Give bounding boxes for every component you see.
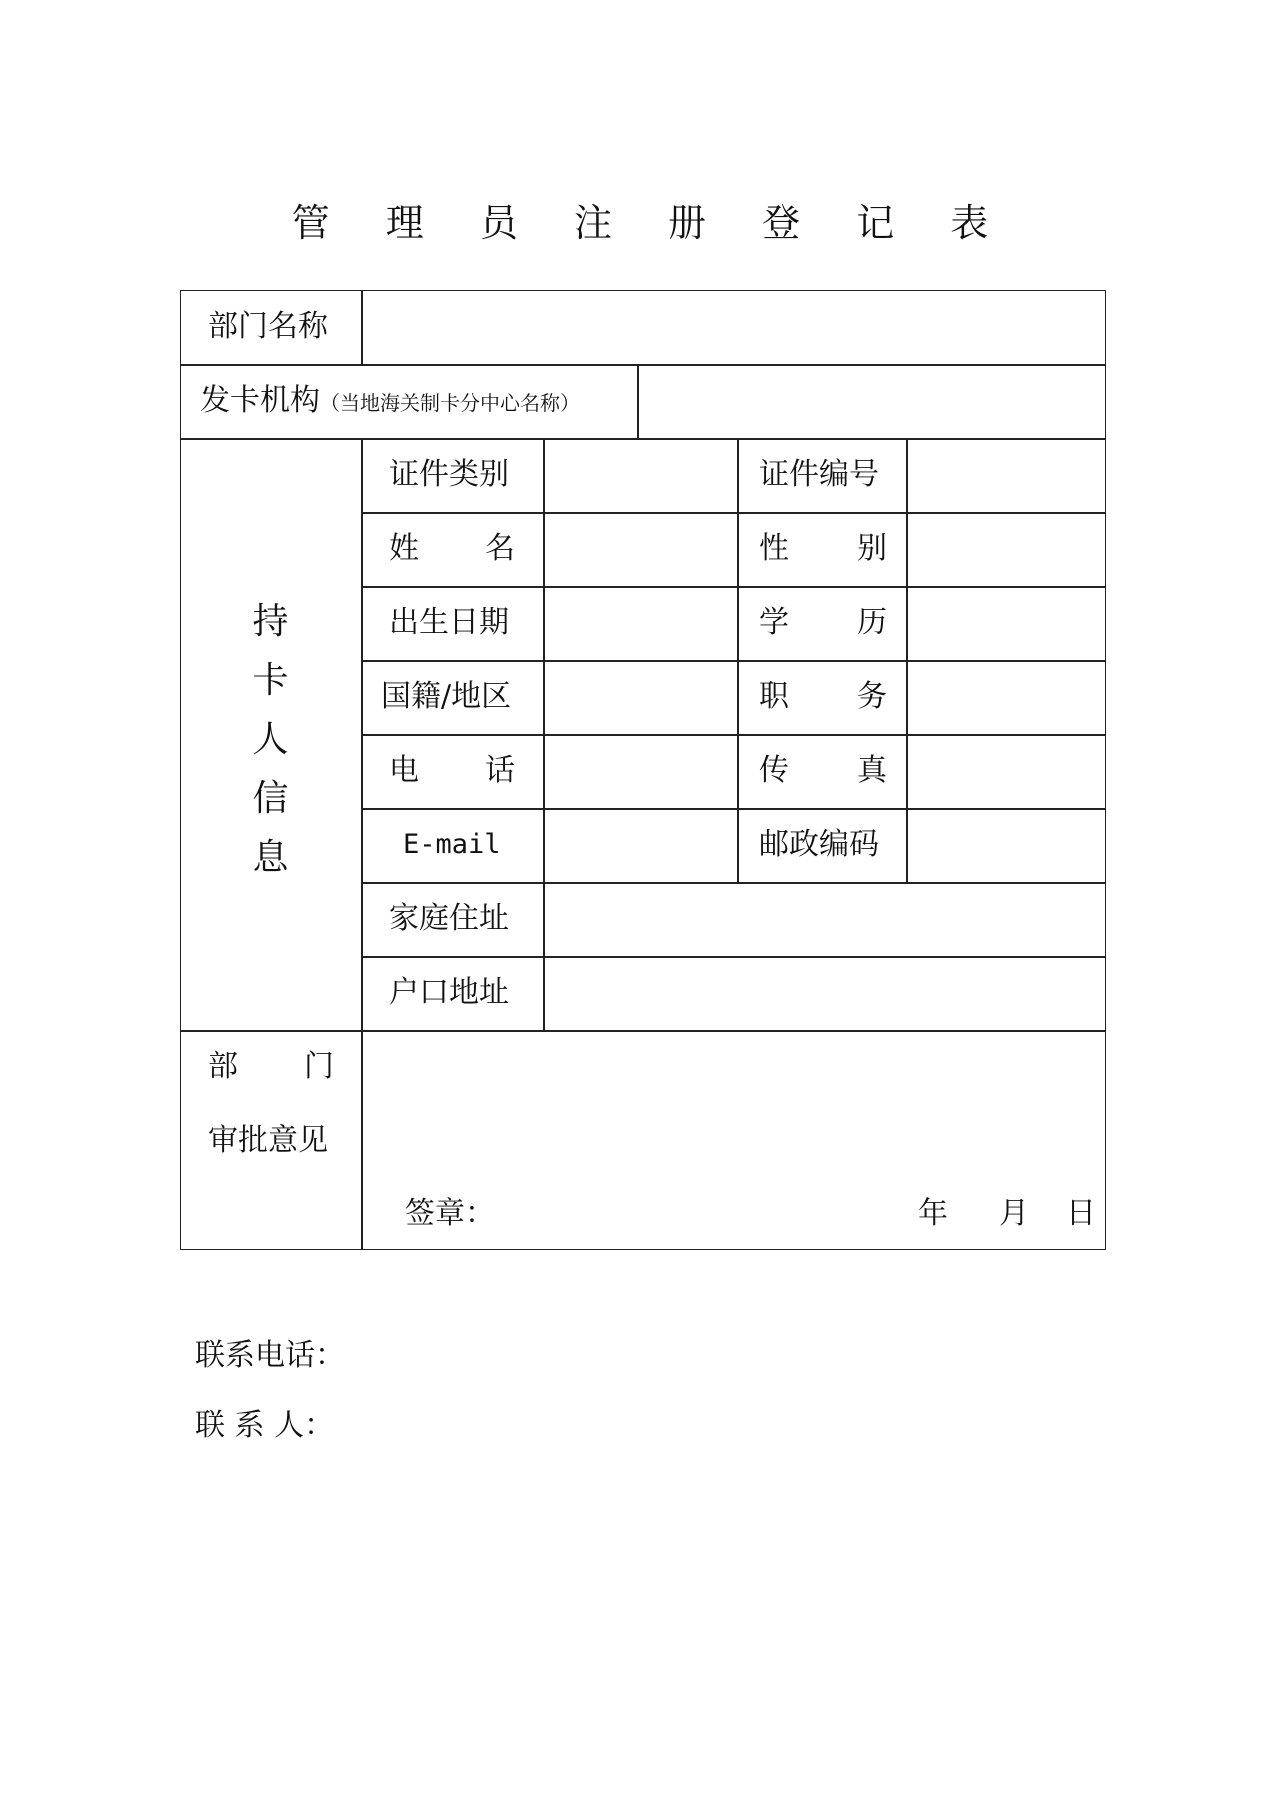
date-day-label: 日: [1066, 1196, 1096, 1231]
fax-label-char: 真: [857, 753, 887, 788]
hukou-address-label: 户口地址: [389, 975, 509, 1010]
fax-label-char: 传: [759, 753, 789, 788]
form-title: 管 理 员 注 册 登 记 表: [291, 201, 1011, 245]
holder-label-char: 息: [252, 837, 289, 878]
id-type-label: 证件类别: [389, 457, 509, 492]
position-label-char: 务: [857, 679, 887, 714]
gender-label: [759, 512, 887, 586]
education-label-char: 历: [857, 605, 887, 640]
email-field[interactable]: [545, 809, 735, 881]
gender-label-char: 性: [759, 531, 789, 566]
name-label-char: 名: [485, 531, 515, 566]
contact-phone-label: 联系电话：: [195, 1338, 345, 1373]
education-field[interactable]: [908, 587, 1104, 659]
table-rule: [737, 438, 739, 882]
approval-label-line1: [208, 1030, 334, 1104]
birth-date-label: 出生日期: [389, 605, 509, 640]
issuer-label: 发卡机构: [200, 383, 320, 418]
id-type-field[interactable]: [545, 439, 735, 511]
id-number-field[interactable]: [908, 439, 1104, 511]
phone-field[interactable]: [545, 735, 735, 807]
gender-label-char: 别: [857, 531, 887, 566]
education-label: [759, 586, 887, 660]
contact-person-label: 联 系 人：: [195, 1408, 335, 1443]
date-year-label: 年: [918, 1196, 948, 1231]
position-label: [759, 660, 887, 734]
holder-label-char: 卡: [252, 660, 289, 701]
dept-name-field[interactable]: [363, 291, 1104, 363]
education-label-char: 学: [759, 605, 789, 640]
postal-code-label: 邮政编码: [759, 827, 879, 862]
approval-opinion-field[interactable]: [363, 1031, 1104, 1181]
holder-label-char: 信: [252, 778, 289, 819]
nationality-label: 国籍/地区: [381, 679, 512, 714]
issuer-note: （当地海关制卡分中心名称）: [320, 391, 580, 415]
name-label: [389, 512, 515, 586]
hukou-address-field[interactable]: [545, 957, 1104, 1029]
issuer-field[interactable]: [639, 365, 1104, 437]
holder-label-char: 人: [252, 719, 289, 760]
gender-field[interactable]: [908, 513, 1104, 585]
email-label: E-mail: [403, 829, 501, 860]
name-field[interactable]: [545, 513, 735, 585]
fax-label: [759, 734, 887, 808]
postal-code-field[interactable]: [908, 809, 1104, 881]
holder-info-section-label: [180, 592, 361, 887]
position-field[interactable]: [908, 661, 1104, 733]
issuer-label-group: [200, 364, 580, 440]
home-address-label: 家庭住址: [389, 901, 509, 936]
position-label-char: 职: [759, 679, 789, 714]
birth-date-field[interactable]: [545, 587, 735, 659]
id-number-label: 证件编号: [759, 457, 879, 492]
dept-name-label: 部门名称: [208, 309, 328, 344]
phone-label: [389, 734, 515, 808]
date-month-label: 月: [999, 1196, 1029, 1231]
seal-label: 签章：: [405, 1196, 495, 1231]
home-address-field[interactable]: [545, 883, 1104, 955]
approval-label-char: 部: [208, 1049, 238, 1084]
holder-label-char: 持: [252, 601, 289, 642]
approval-label-line2: 审批意见: [208, 1123, 328, 1158]
approval-label-char: 门: [304, 1049, 334, 1084]
phone-label-char: 电: [389, 753, 419, 788]
fax-field[interactable]: [908, 735, 1104, 807]
name-label-char: 姓: [389, 531, 419, 566]
nationality-field[interactable]: [545, 661, 735, 733]
phone-label-char: 话: [485, 753, 515, 788]
